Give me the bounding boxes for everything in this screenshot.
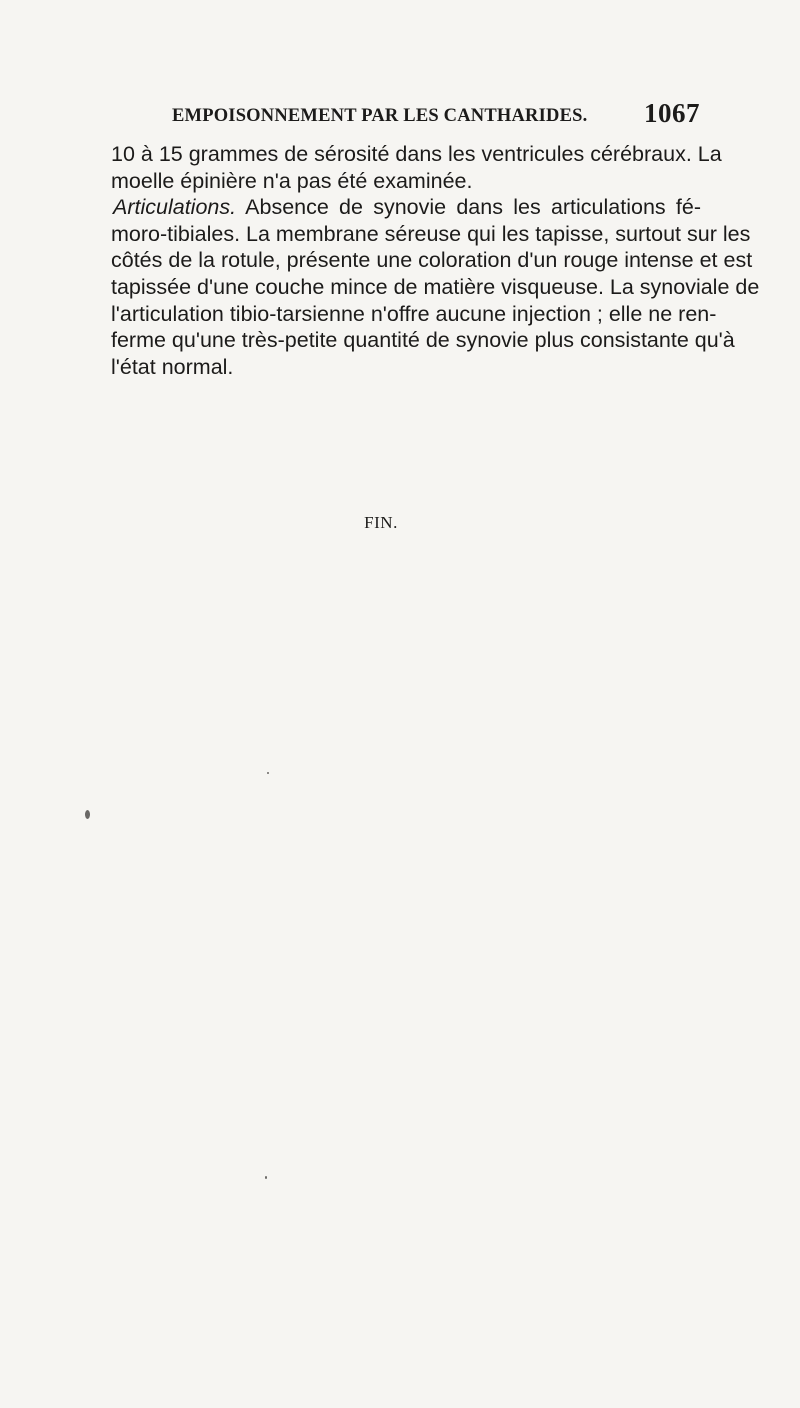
ink-speck <box>267 772 269 774</box>
running-title: EMPOISONNEMENT PAR LES CANTHARIDES. <box>172 106 588 126</box>
text-line <box>111 194 701 221</box>
text-line: l'état normal. <box>111 354 234 379</box>
text-line: moelle épinière n'a pas été examinée. <box>111 168 473 193</box>
text-line: moro-tibiales. La membrane séreuse qui les tapisse, surtout sur les <box>111 221 751 246</box>
text-line: côtés de la rotule, présente une coloration d'un rouge intense et est <box>111 248 753 273</box>
text-line: 10 à 15 grammes de sérosité dans les ventricules cérébraux. La <box>111 142 722 166</box>
ink-speck <box>85 810 90 819</box>
text-line: tapissée d'une couche mince de matière visqueuse. La synoviale de <box>111 274 760 299</box>
text-fragment: Absence de synovie dans les articulations fé- <box>236 195 701 220</box>
text-line: ferme qu'une très-petite quantité de synovie plus consistante qu'à <box>111 328 735 353</box>
page-number: 1067 <box>644 98 700 128</box>
text-line: l'articulation tibio-tarsienne n'offre aucune injection ; elle ne ren- <box>111 301 717 326</box>
section-heading: Articulations. <box>113 195 237 220</box>
body-text <box>111 141 760 380</box>
ink-speck <box>265 1176 267 1179</box>
running-header <box>172 98 700 132</box>
end-mark: FIN. <box>364 513 398 532</box>
